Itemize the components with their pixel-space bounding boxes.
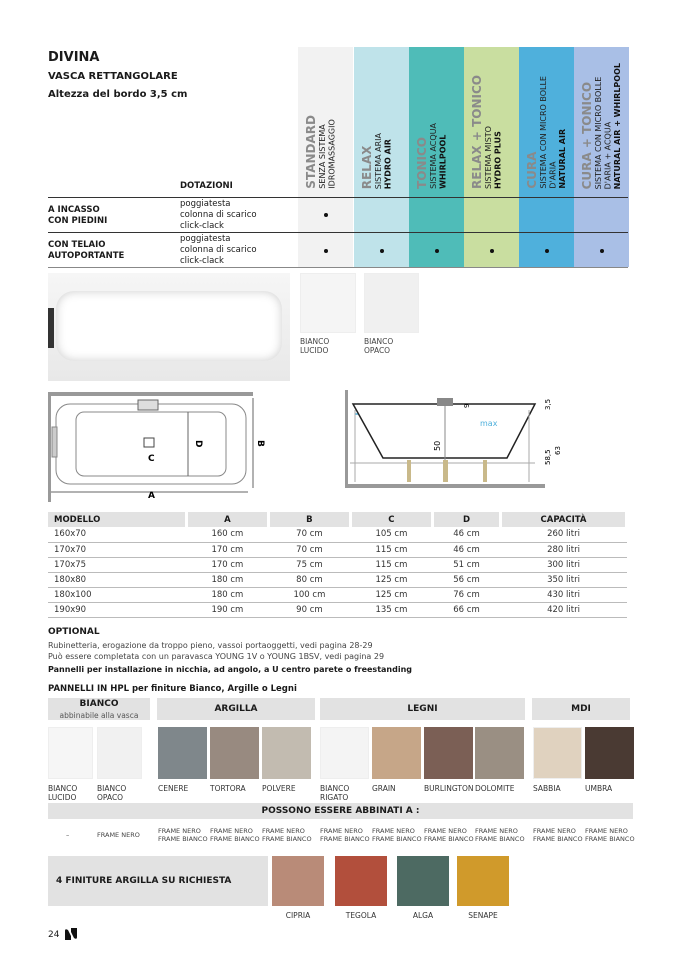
frame-options: – xyxy=(66,831,70,839)
argilla-extra-swatch xyxy=(457,856,509,906)
frame-options: FRAME NERO FRAME BIANCO xyxy=(210,827,260,843)
dim-3-5: 3,5 xyxy=(544,398,552,410)
argilla-extra-label: ALGA xyxy=(412,911,434,920)
table-cell: 300 litri xyxy=(501,557,627,572)
finish-label-lucido: BIANCO LUCIDO xyxy=(300,337,330,355)
frame-options: FRAME NERO FRAME BIANCO xyxy=(585,827,635,843)
dim-b-label: B xyxy=(255,440,265,447)
dotazioni-heading: DOTAZIONI xyxy=(180,181,233,191)
frame-options: FRAME NERO FRAME BIANCO xyxy=(320,827,370,843)
swatch-label: BIANCO OPACO xyxy=(97,784,127,802)
swatch-bianco-opaco xyxy=(364,273,419,333)
panel-swatch xyxy=(585,727,634,779)
panel-swatch xyxy=(372,727,421,779)
group-mdi: MDI xyxy=(532,698,630,720)
table-row xyxy=(48,587,627,602)
table-cell: 105 cm xyxy=(350,527,432,542)
table-row xyxy=(48,572,627,587)
top-view-drawing xyxy=(48,392,273,502)
availability-dot xyxy=(324,249,328,253)
argilla-extra-title: 4 FINITURE ARGILLA SU RICHIESTA xyxy=(56,876,232,886)
row-label-incasso: A INCASSO CON PIEDINI xyxy=(48,205,108,226)
product-title: DIVINA xyxy=(48,50,100,65)
table-cell: 70 cm xyxy=(268,527,350,542)
table-cell: 51 cm xyxy=(432,557,500,572)
frame-options: FRAME NERO xyxy=(97,831,140,839)
system-column-0 xyxy=(298,47,353,267)
optional-title: OPTIONAL xyxy=(48,627,100,637)
dim-c-label: C xyxy=(148,454,155,464)
optional-line-3: Pannelli per installazione in nicchia, ad angolo, a U centro parete o freestanding xyxy=(48,665,412,674)
table-header: A xyxy=(186,512,268,527)
table-cell: 170 cm xyxy=(186,542,268,557)
row-features-incasso: poggiatesta colonna di scarico click-clack xyxy=(180,199,257,231)
swatch-label: CENERE xyxy=(158,784,189,793)
optional-line-1: Rubinetteria, erogazione da troppo pieno, vassoi portaoggetti, vedi pagina 28-29 xyxy=(48,641,373,650)
panel-swatch xyxy=(320,727,369,779)
panel-swatch xyxy=(210,727,259,779)
availability-dot xyxy=(490,249,494,253)
argilla-extra-label: SENAPE xyxy=(468,911,498,920)
swatch-label: UMBRA xyxy=(585,784,613,793)
frame-options: FRAME NERO FRAME BIANCO xyxy=(475,827,525,843)
table-row xyxy=(48,542,627,557)
system-header: RELAX SISTEMA ARIA HYDRO AIR xyxy=(360,132,393,189)
swatch-label: DOLOMITE xyxy=(475,784,515,793)
panel-swatch xyxy=(533,727,582,779)
table-cell: 56 cm xyxy=(432,572,500,587)
frame-options: FRAME NERO FRAME BIANCO xyxy=(424,827,474,843)
max-level-label: max xyxy=(480,419,498,428)
dim-58-5: 58,5 xyxy=(544,449,552,465)
system-column-1 xyxy=(354,47,409,267)
table-cell: 350 litri xyxy=(501,572,627,587)
group-legni: LEGNI xyxy=(320,698,525,720)
divider xyxy=(48,232,628,233)
table-cell: 66 cm xyxy=(432,602,500,617)
table-cell: 135 cm xyxy=(350,602,432,617)
table-cell: 170x70 xyxy=(48,542,186,557)
page-number: 24 xyxy=(48,930,60,940)
table-cell: 190 cm xyxy=(186,602,268,617)
table-cell: 420 litri xyxy=(501,602,627,617)
swatch-bianco-lucido xyxy=(300,273,356,333)
group-bianco: BIANCO abbinabile alla vasca xyxy=(48,698,150,720)
system-column-4 xyxy=(519,47,574,267)
frame-options: FRAME NERO FRAME BIANCO xyxy=(262,827,312,843)
table-cell: 180x80 xyxy=(48,572,186,587)
table-header: MODELLO xyxy=(48,512,186,527)
table-cell: 125 cm xyxy=(350,587,432,602)
swatch-label: POLVERE xyxy=(262,784,296,793)
table-cell: 115 cm xyxy=(350,557,432,572)
argilla-extra-label: TEGOLA xyxy=(345,911,377,920)
system-column-3 xyxy=(464,47,519,267)
panel-swatch xyxy=(48,727,93,779)
panel-swatch xyxy=(262,727,311,779)
product-subtitle: VASCA RETTANGOLARE xyxy=(48,71,178,82)
table-cell: 180x100 xyxy=(48,587,186,602)
argilla-extra-swatch xyxy=(335,856,387,906)
group-argilla: ARGILLA xyxy=(157,698,315,720)
system-header: CURA + TONICO SISTEMA CON MICRO BOLLE D'ARIA + ACQUA NATURAL AIR + WHIRLPOOL xyxy=(580,62,622,189)
table-cell: 46 cm xyxy=(432,542,500,557)
availability-dot xyxy=(600,249,604,253)
edge-height: Altezza del bordo 3,5 cm xyxy=(48,89,188,100)
argilla-extra-swatch xyxy=(397,856,449,906)
swatch-label: SABBIA xyxy=(533,784,561,793)
divider xyxy=(48,197,628,198)
divider xyxy=(48,267,628,268)
swatch-label: GRAIN xyxy=(372,784,396,793)
table-cell: 90 cm xyxy=(268,602,350,617)
frame-options: FRAME NERO FRAME BIANCO xyxy=(372,827,422,843)
argilla-extra-label: CIPRIA xyxy=(285,911,311,920)
dim-9: 9 xyxy=(463,403,471,408)
system-header: TONICO SISTEMA ACQUA WHIRLPOOL xyxy=(415,123,448,189)
argilla-extra-box xyxy=(48,856,268,906)
side-view-drawing xyxy=(345,390,560,490)
panel-swatch xyxy=(158,727,207,779)
table-cell: 260 litri xyxy=(501,527,627,542)
row-features-telaio: poggiatesta colonna di scarico click-clack xyxy=(180,234,257,266)
optional-line-2: Può essere completata con un paravasca YOUNG 1V o YOUNG 1BSV, vedi pagina 29 xyxy=(48,652,385,661)
panels-title: PANNELLI IN HPL per finiture Bianco, Argille o Legni xyxy=(48,684,297,694)
dim-d-label: D xyxy=(193,440,203,448)
table-cell: 70 cm xyxy=(268,542,350,557)
availability-dot xyxy=(380,249,384,253)
system-header: CURA SISTEMA CON MICRO BOLLE D'ARIA NATURAL AIR xyxy=(525,76,567,189)
table-cell: 80 cm xyxy=(268,572,350,587)
panel-swatch xyxy=(97,727,142,779)
system-header: RELAX + TONICO SISTEMA MISTO HYDRO PLUS xyxy=(470,75,503,189)
table-cell: 170 cm xyxy=(186,557,268,572)
table-cell: 125 cm xyxy=(350,572,432,587)
system-header: STANDARD SENZA SISTEMA IDROMASSAGGIO xyxy=(304,115,337,189)
finish-label-opaco: BIANCO OPACO xyxy=(364,337,394,355)
frame-options: FRAME NERO FRAME BIANCO xyxy=(158,827,208,843)
swatch-label: BIANCO RIGATO xyxy=(320,784,350,802)
table-cell: 46 cm xyxy=(432,527,500,542)
table-cell: 160x70 xyxy=(48,527,186,542)
table-header: D xyxy=(432,512,500,527)
availability-dot xyxy=(545,249,549,253)
table-cell: 430 litri xyxy=(501,587,627,602)
table-header: C xyxy=(350,512,432,527)
table-row xyxy=(48,557,627,572)
table-cell: 170x75 xyxy=(48,557,186,572)
availability-dot xyxy=(435,249,439,253)
table-cell: 280 litri xyxy=(501,542,627,557)
table-cell: 100 cm xyxy=(268,587,350,602)
swatch-label: BIANCO LUCIDO xyxy=(48,784,78,802)
panel-swatch xyxy=(475,727,524,779)
brand-logo-icon xyxy=(64,927,78,941)
row-label-telaio: CON TELAIO AUTOPORTANTE xyxy=(48,240,125,261)
table-cell: 75 cm xyxy=(268,557,350,572)
table-cell: 190x90 xyxy=(48,602,186,617)
swatch-label: TORTORA xyxy=(210,784,246,793)
availability-dot xyxy=(324,213,328,217)
swatch-label: BURLINGTON xyxy=(424,784,474,793)
dimensions-table xyxy=(48,512,628,618)
frame-options: FRAME NERO FRAME BIANCO xyxy=(533,827,583,843)
table-header: CAPACITÀ xyxy=(501,512,627,527)
dim-50: 50 xyxy=(433,440,442,451)
bathtub-photo xyxy=(48,273,290,381)
argilla-extra-swatch xyxy=(272,856,324,906)
system-column-5 xyxy=(574,47,629,267)
combine-banner: POSSONO ESSERE ABBINATI A : xyxy=(48,803,633,819)
table-cell: 160 cm xyxy=(186,527,268,542)
system-column-2 xyxy=(409,47,464,267)
table-cell: 180 cm xyxy=(186,587,268,602)
panel-swatch xyxy=(424,727,473,779)
table-cell: 180 cm xyxy=(186,572,268,587)
table-cell: 76 cm xyxy=(432,587,500,602)
table-row xyxy=(48,527,627,542)
dim-a-label: A xyxy=(148,491,155,501)
table-header: B xyxy=(268,512,350,527)
table-cell: 115 cm xyxy=(350,542,432,557)
table-row xyxy=(48,602,627,617)
dim-63: 63 xyxy=(554,446,562,455)
